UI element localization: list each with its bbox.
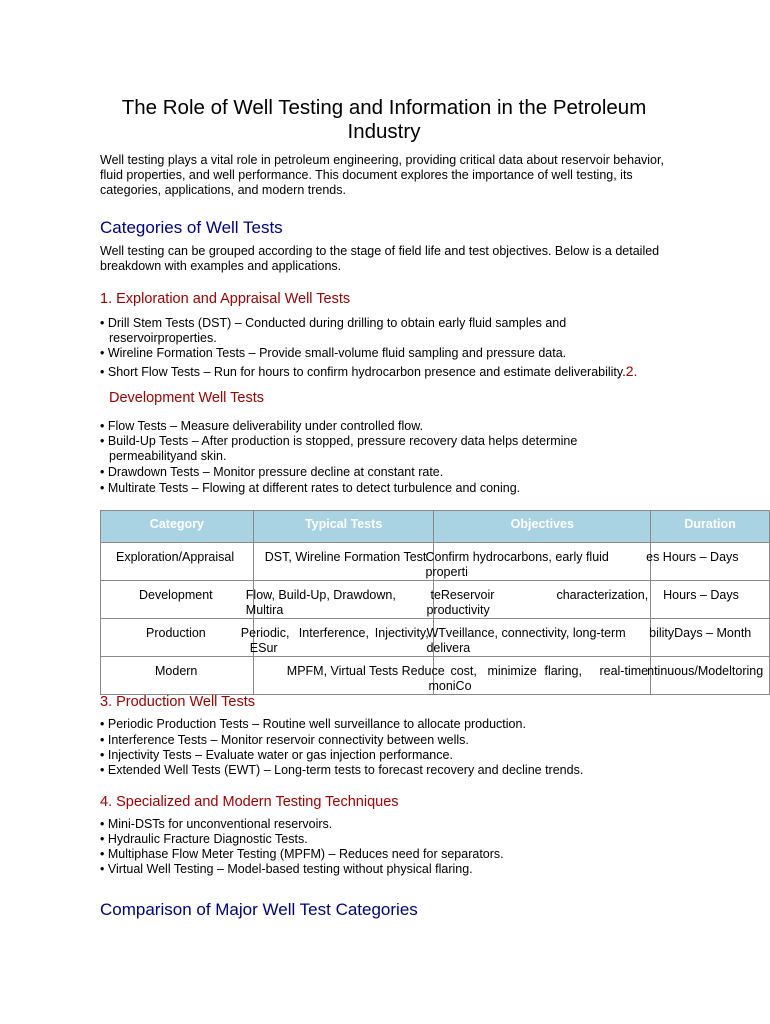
table-cell [428, 657, 651, 695]
table-row [101, 543, 770, 581]
section-1-list [100, 316, 637, 380]
table-row [101, 581, 770, 619]
list-item-text: Periodic Production Tests – Routine well surveillance to allocate production. [107, 717, 526, 731]
cell-text: teReservoir [430, 588, 495, 602]
list-item: • Drawdown Tests – Monitor pressure decline at constant rate. [100, 465, 444, 479]
list-item-text: Drill Stem Tests (DST) – Conducted during drilling to obtain early fluid samples and [107, 316, 567, 330]
cell-text: bilityDays – Month [649, 626, 752, 640]
categories-intro: Well testing can be grouped according to the stage of field life and test objectives. Below is a detailed breakdown with examples and applications. [100, 244, 660, 273]
table-header-row [101, 511, 770, 543]
list-item: • Injectivity Tests – Evaluate water or gas injection performance. [100, 748, 453, 762]
table-cell [426, 619, 651, 657]
cell-text: moniCo [428, 679, 472, 693]
list-item-text: Extended Well Tests (EWT) – Long-term tests to forecast recovery and decline trends. [107, 763, 584, 777]
section-1-heading: 1. Exploration and Appraisal Well Tests [100, 291, 351, 307]
list-item-text: reservoirproperties. [109, 331, 217, 345]
table-cell [253, 657, 445, 695]
list-item-text: Build-Up Tests – After production is stopped, pressure recovery data helps determine [107, 434, 578, 448]
cell-text: real-time [599, 664, 649, 678]
list-item-text: Multirate Tests – Flowing at different rates to detect turbulence and coning. [107, 481, 521, 495]
list-item-text: permeabilityand skin. [109, 449, 227, 463]
list-item: • Wireline Formation Tests – Provide small-volume fluid sampling and pressure data. [100, 346, 567, 360]
intro-paragraph: Well testing plays a vital role in petroleum engineering, providing critical data about reservoir behavior, fluid properties, and well performance. This document explores the importance of well testing, its categories, applications, and modern trends. [100, 153, 664, 197]
comparison-table [100, 510, 770, 695]
list-item: • Hydraulic Fracture Diagnostic Tests. [100, 832, 308, 846]
table-row [101, 657, 770, 695]
list-item-text: Interference Tests – Monitor reservoir connectivity between wells. [107, 733, 469, 747]
categories-heading: Categories of Well Tests [100, 218, 283, 237]
list-item-text: Multiphase Flow Meter Testing (MPFM) – Reduces need for separators. [107, 847, 504, 861]
cell-text: productivity [426, 603, 490, 617]
cell-text: characterization, [556, 588, 649, 602]
cell-text: ESur [249, 641, 278, 655]
cell-text: Modern [155, 664, 198, 678]
list-item: • Flow Tests – Measure deliverability under controlled flow. [100, 419, 424, 433]
table-cell [245, 581, 434, 619]
list-item-text: Wireline Formation Tests – Provide small-volume fluid sampling and pressure data. [107, 346, 567, 360]
list-item-text: Drawdown Tests – Monitor pressure decline at constant rate. [107, 465, 444, 479]
cell-text: cost, [450, 664, 477, 678]
cell-text: minimize [487, 664, 537, 678]
list-item: • Virtual Well Testing – Model-based testing without physical flaring. [100, 862, 473, 876]
section-3-heading: 3. Production Well Tests [100, 694, 256, 710]
list-item-text: Virtual Well Testing – Model-based testing without physical flaring. [107, 862, 473, 876]
table-row [101, 619, 770, 657]
list-item: • Multirate Tests – Flowing at different rates to detect turbulence and coning. [100, 481, 521, 495]
table-cell [101, 543, 254, 581]
cell-text: Confirm hydrocarbons, early fluid [425, 550, 609, 564]
list-item: • Build-Up Tests – After production is stopped, pressure recovery data helps determine [100, 434, 578, 448]
cell-text: Injectivity, [374, 626, 429, 640]
cell-text: properti [425, 565, 468, 579]
document-title: The Role of Well Testing and Information in the Petroleum Industry [121, 96, 647, 143]
list-item-continuation [100, 331, 637, 346]
section-4-list [100, 817, 504, 877]
table-cell [425, 543, 651, 581]
cell-text: DST, Wireline Formation Test [264, 550, 427, 564]
column-header: Duration [651, 511, 770, 543]
column-header: Category [101, 511, 254, 543]
column-header: Objectives [434, 511, 651, 543]
cell-text: Flow, Build-Up, Drawdown, [245, 588, 396, 602]
list-item: • Periodic Production Tests – Routine well surveillance to allocate production. [100, 717, 526, 731]
cell-text: Production [146, 626, 206, 640]
table-cell [101, 619, 254, 657]
list-item-text: Injectivity Tests – Evaluate water or gas injection performance. [107, 748, 453, 762]
list-item: • Interference Tests – Monitor reservoir connectivity between wells. [100, 733, 469, 747]
list-item-text: Mini-DSTs for unconventional reservoirs. [107, 817, 333, 831]
comparison-heading: Comparison of Major Well Test Categories [100, 900, 418, 919]
cell-text: flaring, [544, 664, 582, 678]
list-item: • Multiphase Flow Meter Testing (MPFM) – Reduces need for separators. [100, 847, 504, 861]
list-item-continuation [100, 449, 577, 464]
table-cell [101, 581, 254, 619]
section-3-list [100, 717, 583, 778]
cell-text: WTveillance, connectivity, long-term [426, 626, 626, 640]
list-item: • Mini-DSTs for unconventional reservoirs. [100, 817, 333, 831]
table-cell [101, 657, 254, 695]
list-item: • Short Flow Tests – Run for hours to confirm hydrocarbon presence and estimate deliverability.2. [100, 363, 638, 379]
cell-text: ntinuous/Modeltoring [647, 664, 764, 678]
cell-text: Interference, [298, 626, 369, 640]
cell-text: Exploration/Appraisal [116, 550, 235, 564]
table-cell [240, 619, 434, 657]
cell-text: Development [139, 588, 213, 602]
cell-text: es Hours – Days [646, 550, 739, 564]
list-item: • Extended Well Tests (EWT) – Long-term tests to forecast recovery and decline trends. [100, 763, 584, 777]
list-item-text: Hydraulic Fracture Diagnostic Tests. [107, 832, 308, 846]
section-2-list [100, 419, 577, 496]
table-cell [647, 657, 770, 695]
table-cell [646, 543, 770, 581]
table-cell [651, 619, 770, 657]
section-number-2: 2. [625, 363, 638, 379]
cell-text: Multira [245, 603, 284, 617]
cell-text: Hours – Days [663, 588, 739, 602]
cell-text: delivera [426, 641, 471, 655]
section-2-heading: Development Well Tests [109, 390, 265, 406]
cell-text: Periodic, [240, 626, 290, 640]
table-cell [651, 581, 770, 619]
column-header: Typical Tests [253, 511, 434, 543]
table-cell [253, 543, 434, 581]
cell-text: MPFM, Virtual Tests Reduce [286, 664, 445, 678]
section-4-heading: 4. Specialized and Modern Testing Techniques [100, 794, 399, 810]
list-item-text: Flow Tests – Measure deliverability under controlled flow. [107, 419, 424, 433]
table-cell [426, 581, 651, 619]
list-item: • Drill Stem Tests (DST) – Conducted during drilling to obtain early fluid samples and [100, 316, 567, 330]
list-item-text: Short Flow Tests – Run for hours to confirm hydrocarbon presence and estimate deliverability. [107, 365, 626, 379]
